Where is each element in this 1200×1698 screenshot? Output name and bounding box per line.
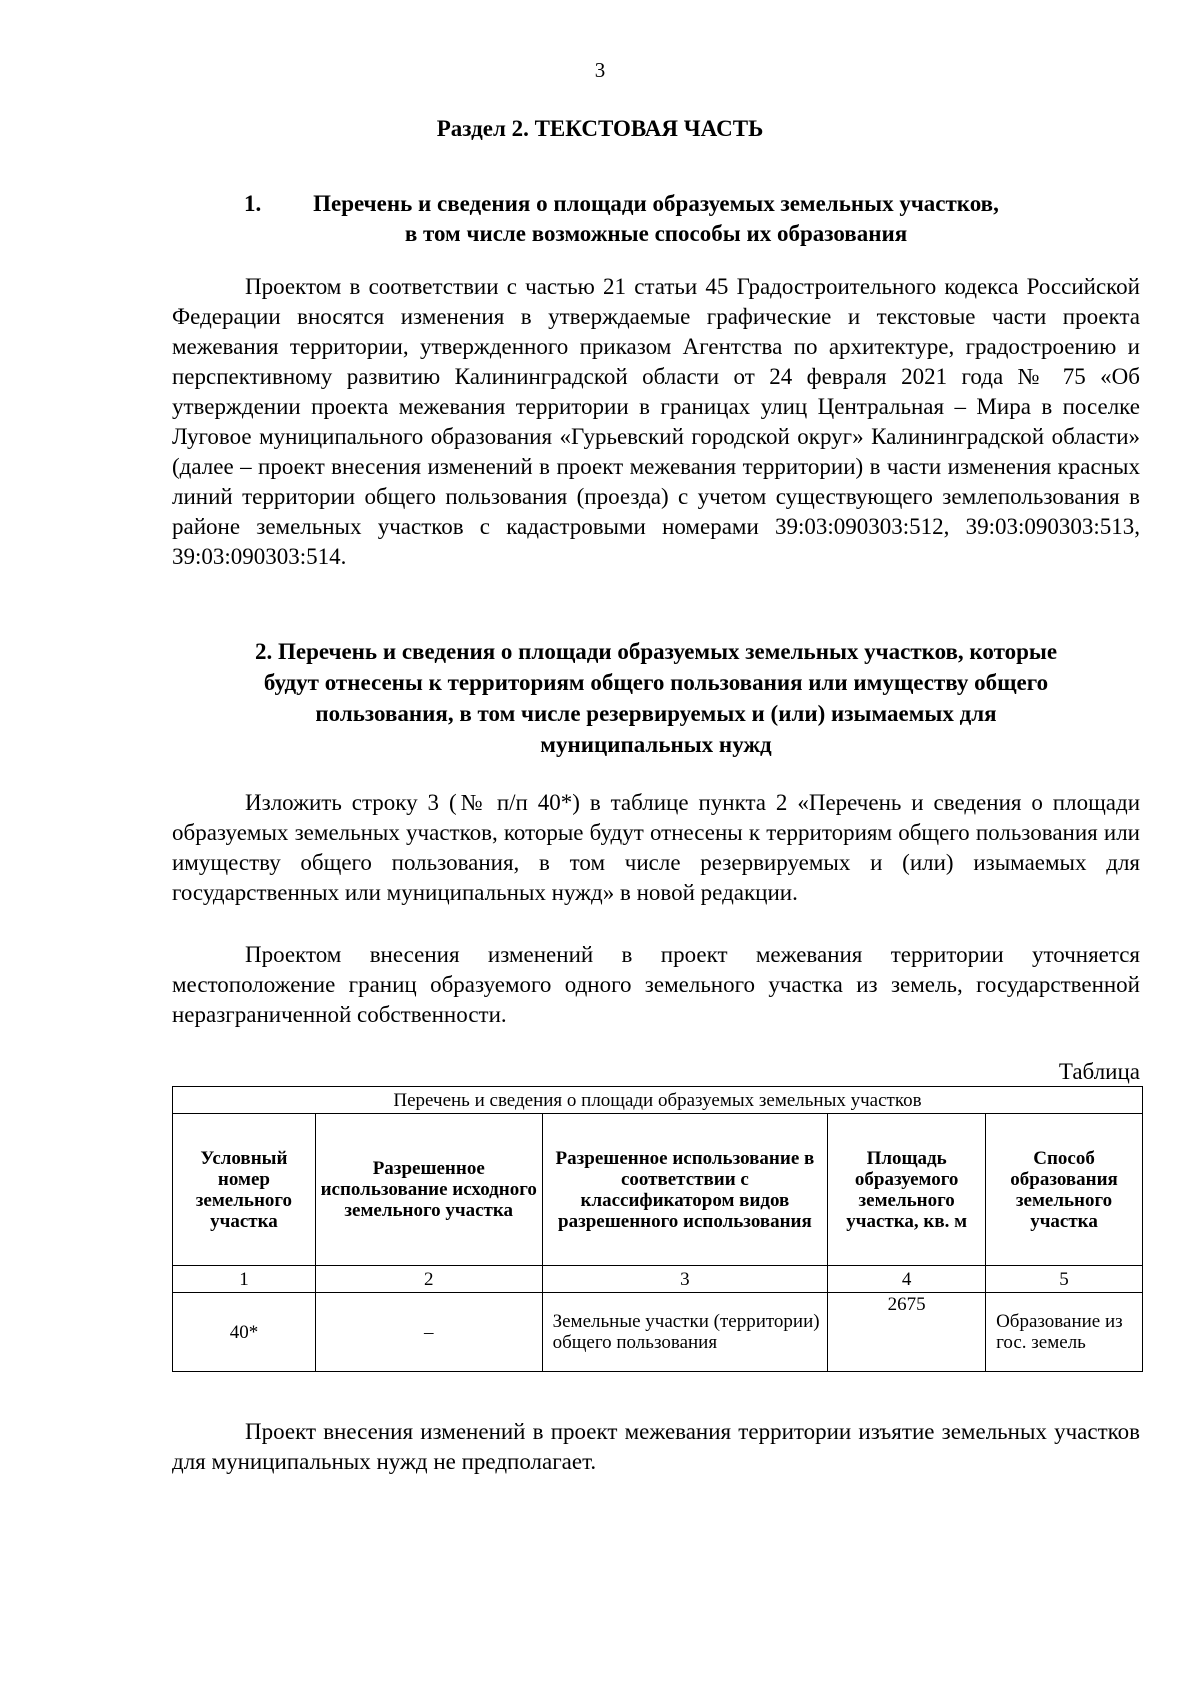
- section-title: Раздел 2. ТЕКСТОВАЯ ЧАСТЬ: [436, 116, 764, 141]
- table-column-number: 2: [315, 1266, 542, 1293]
- cell-formation-method: Образование из гос. земель: [986, 1293, 1143, 1372]
- cell-area: 2675: [828, 1293, 986, 1372]
- paragraph-3: Проектом внесения изменений в проект межевания территории уточняется местоположение границ образуемого одного земельного участка из земель, государственной неразграниченной собственности.: [172, 942, 1140, 1027]
- table-header-original-use: Разрешенное использование исходного земельного участка: [315, 1114, 542, 1266]
- table-column-number: 4: [828, 1266, 986, 1293]
- table-column-number: 5: [986, 1266, 1143, 1293]
- table-column-number: 1: [173, 1266, 316, 1293]
- paragraph-4: Проект внесения изменений в проект межевания территории изъятие земельных участков для муниципальных нужд не предполагает.: [172, 1419, 1140, 1474]
- heading-1: [172, 189, 1140, 249]
- heading-2-line-3: пользования, в том числе резервируемых и (или) изымаемых для: [315, 701, 997, 726]
- cell-classifier-use: Земельные участки (территории) общего пользования: [542, 1293, 828, 1372]
- heading-2: [172, 636, 1140, 760]
- table-column-number: 3: [542, 1266, 828, 1293]
- cell-original-use: –: [315, 1293, 542, 1372]
- heading-1-line-1: Перечень и сведения о площади образуемых земельных участков,: [313, 191, 999, 216]
- heading-2-line-4: муниципальных нужд: [540, 732, 772, 757]
- heading-1-number: 1.: [244, 191, 262, 216]
- table-header-area: Площадь образуемого земельного участка, кв. м: [828, 1114, 986, 1266]
- page-number: 3: [594, 58, 606, 82]
- paragraph-2: Изложить строку 3 (№ п/п 40*) в таблице пункта 2 «Перечень и сведения о площади образуемых земельных участков, которые будут отнесены к территориям общего пользования или имуществу общего пользования, в том числе резервируемых и (или) изымаемых для государственных или муниципальных нужд» в новой редакции.: [172, 790, 1140, 905]
- table-header-classifier-use: Разрешенное использование в соответствии с классификатором видов разрешенного использования: [542, 1114, 828, 1266]
- heading-1-line-2: в том числе возможные способы их образования: [404, 221, 908, 246]
- paragraph-1: Проектом в соответствии с частью 21 статьи 45 Градостроительного кодекса Российской Федерации вносятся изменения в утверждаемые графические и текстовые части проекта межевания территории, утвержденного приказом Агентства по архитектуре, градостроению и перспективному развитию Калининградской области от 24 февраля 2021 года № 75 «Об утверждении проекта межевания территории в границах улиц Центральная – Мира в поселке Луговое муниципального образования «Гурьевский городской округ» Калининградской области» (далее – проект внесения изменений в проект межевания территории) в части изменения красных линий территории общего пользования (проезда) с учетом существующего землепользования в районе земельных участков с кадастровыми номерами 39:03:090303:512, 39:03:090303:513, 39:03:090303:514.: [172, 274, 1140, 569]
- cell-plot-number: 40*: [173, 1293, 316, 1372]
- heading-2-line-1: 2. Перечень и сведения о площади образуемых земельных участков, которые: [254, 639, 1058, 664]
- table-caption: Таблица: [1058, 1059, 1140, 1084]
- land-plots-table: [172, 1086, 1143, 1372]
- table-header-formation-method: Способ образования земельного участка: [986, 1114, 1143, 1266]
- table-title: Перечень и сведения о площади образуемых земельных участков: [173, 1087, 1143, 1114]
- heading-2-line-2: будут отнесены к территориям общего пользования или имуществу общего: [263, 670, 1049, 695]
- table-header-conditional-number: Условный номер земельного участка: [173, 1114, 316, 1266]
- table-row: [173, 1293, 1143, 1372]
